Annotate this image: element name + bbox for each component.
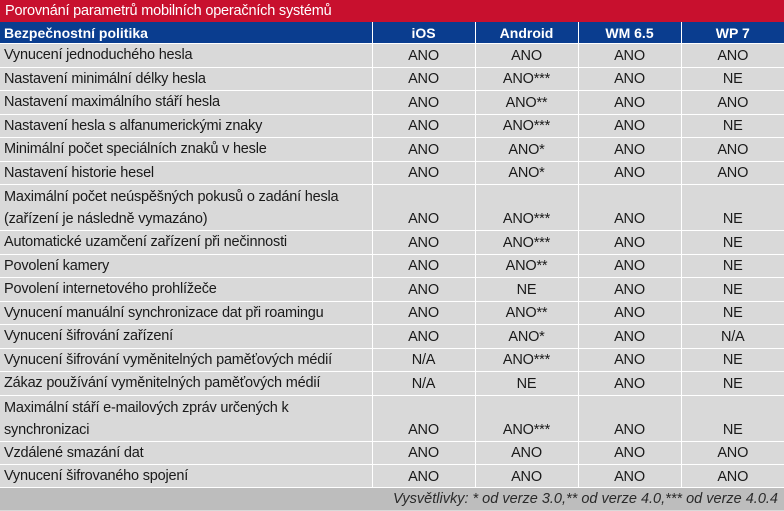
table-row: [0, 278, 784, 302]
android-value-cell: ANO***: [475, 348, 578, 372]
policy-name-cell: Vynucení šifrování zařízení: [0, 325, 372, 349]
policy-name-cell: Maximální stáří e-mailových zpráv určených k synchronizaci: [0, 395, 372, 441]
wp-value-cell: NE: [681, 348, 784, 372]
wp-value-cell: NE: [681, 67, 784, 91]
wp-value-cell: ANO: [681, 161, 784, 185]
table-row: [0, 372, 784, 396]
android-value-cell: NE: [475, 372, 578, 396]
policy-name-cell: Povolení kamery: [0, 254, 372, 278]
wp-value-cell: NE: [681, 185, 784, 231]
ios-value-cell: ANO: [372, 278, 475, 302]
header-android: Android: [475, 22, 578, 44]
wm-value-cell: ANO: [578, 67, 681, 91]
wp-value-cell: ANO: [681, 465, 784, 489]
ios-value-cell: ANO: [372, 161, 475, 185]
wm-value-cell: ANO: [578, 395, 681, 441]
wm-value-cell: ANO: [578, 465, 681, 489]
table-row: [0, 465, 784, 489]
wm-value-cell: ANO: [578, 348, 681, 372]
policy-name-cell: Nastavení historie hesel: [0, 161, 372, 185]
wm-value-cell: ANO: [578, 114, 681, 138]
table-row: [0, 325, 784, 349]
policy-name-cell: Nastavení hesla s alfanumerickými znaky: [0, 114, 372, 138]
wp-value-cell: NE: [681, 372, 784, 396]
table-row: [0, 114, 784, 138]
wm-value-cell: ANO: [578, 161, 681, 185]
wp-value-cell: NE: [681, 114, 784, 138]
policy-name-cell: Vynucení šifrovaného spojení: [0, 465, 372, 489]
table-row: [0, 185, 784, 231]
policy-name-cell: Vynucení šifrování vyměnitelných paměťových médií: [0, 348, 372, 372]
ios-value-cell: ANO: [372, 138, 475, 162]
header-row: [0, 22, 784, 44]
wm-value-cell: ANO: [578, 254, 681, 278]
ios-value-cell: ANO: [372, 114, 475, 138]
policy-name-cell: Zákaz používání vyměnitelných paměťových médií: [0, 372, 372, 396]
android-value-cell: ANO: [475, 441, 578, 465]
wm-value-cell: ANO: [578, 301, 681, 325]
android-value-cell: ANO**: [475, 91, 578, 115]
policy-name-cell: Automatické uzamčení zařízení při nečinnosti: [0, 231, 372, 255]
android-value-cell: ANO***: [475, 395, 578, 441]
wm-value-cell: ANO: [578, 91, 681, 115]
android-value-cell: ANO*: [475, 161, 578, 185]
table-row: [0, 161, 784, 185]
wp-value-cell: ANO: [681, 91, 784, 115]
table-title: Porovnání parametrů mobilních operačních systémů: [0, 0, 784, 22]
policy-name-cell: Vzdálené smazání dat: [0, 441, 372, 465]
android-value-cell: ANO***: [475, 114, 578, 138]
android-value-cell: ANO***: [475, 185, 578, 231]
wm-value-cell: ANO: [578, 231, 681, 255]
wp-value-cell: ANO: [681, 441, 784, 465]
footnote: Vysvětlivky: * od verze 3.0,** od verze 4.0,*** od verze 4.0.4: [0, 487, 784, 510]
wp-value-cell: N/A: [681, 325, 784, 349]
ios-value-cell: ANO: [372, 325, 475, 349]
table-body: [0, 44, 784, 489]
table-row: [0, 231, 784, 255]
android-value-cell: ANO: [475, 465, 578, 489]
ios-value-cell: ANO: [372, 91, 475, 115]
table-row: [0, 348, 784, 372]
android-value-cell: ANO**: [475, 301, 578, 325]
ios-value-cell: ANO: [372, 301, 475, 325]
policy-name-cell: Povolení internetového prohlížeče: [0, 278, 372, 302]
wm-value-cell: ANO: [578, 441, 681, 465]
table-row: [0, 91, 784, 115]
comparison-table: [0, 22, 784, 489]
android-value-cell: NE: [475, 278, 578, 302]
policy-name-cell: Vynucení manuální synchronizace dat při roamingu: [0, 301, 372, 325]
wm-value-cell: ANO: [578, 44, 681, 68]
android-value-cell: ANO***: [475, 67, 578, 91]
wp-value-cell: NE: [681, 231, 784, 255]
policy-name-cell: Nastavení minimální délky hesla: [0, 67, 372, 91]
wp-value-cell: NE: [681, 278, 784, 302]
android-value-cell: ANO: [475, 44, 578, 68]
policy-name-cell: Minimální počet speciálních znaků v hesle: [0, 138, 372, 162]
wp-value-cell: ANO: [681, 138, 784, 162]
header-wp: WP 7: [681, 22, 784, 44]
wm-value-cell: ANO: [578, 325, 681, 349]
table-row: [0, 138, 784, 162]
wp-value-cell: NE: [681, 254, 784, 278]
table-row: [0, 441, 784, 465]
ios-value-cell: ANO: [372, 44, 475, 68]
wp-value-cell: NE: [681, 301, 784, 325]
ios-value-cell: ANO: [372, 185, 475, 231]
android-value-cell: ANO*: [475, 138, 578, 162]
policy-name-cell: Vynucení jednoduchého hesla: [0, 44, 372, 68]
table-row: [0, 44, 784, 68]
policy-name-cell: Nastavení maximálního stáří hesla: [0, 91, 372, 115]
ios-value-cell: N/A: [372, 372, 475, 396]
wp-value-cell: NE: [681, 395, 784, 441]
wm-value-cell: ANO: [578, 278, 681, 302]
android-value-cell: ANO***: [475, 231, 578, 255]
ios-value-cell: ANO: [372, 395, 475, 441]
wm-value-cell: ANO: [578, 185, 681, 231]
wm-value-cell: ANO: [578, 138, 681, 162]
ios-value-cell: ANO: [372, 254, 475, 278]
header-wm: WM 6.5: [578, 22, 681, 44]
ios-value-cell: ANO: [372, 441, 475, 465]
android-value-cell: ANO**: [475, 254, 578, 278]
wm-value-cell: ANO: [578, 372, 681, 396]
table-row: [0, 67, 784, 91]
wp-value-cell: ANO: [681, 44, 784, 68]
header-ios: iOS: [372, 22, 475, 44]
table-row: [0, 254, 784, 278]
android-value-cell: ANO*: [475, 325, 578, 349]
ios-value-cell: ANO: [372, 231, 475, 255]
ios-value-cell: N/A: [372, 348, 475, 372]
ios-value-cell: ANO: [372, 465, 475, 489]
policy-name-cell: Maximální počet neúspěšných pokusů o zadání hesla (zařízení je následně vymazáno): [0, 185, 372, 231]
table-row: [0, 395, 784, 441]
header-policy: Bezpečnostní politika: [0, 22, 372, 44]
ios-value-cell: ANO: [372, 67, 475, 91]
table-row: [0, 301, 784, 325]
